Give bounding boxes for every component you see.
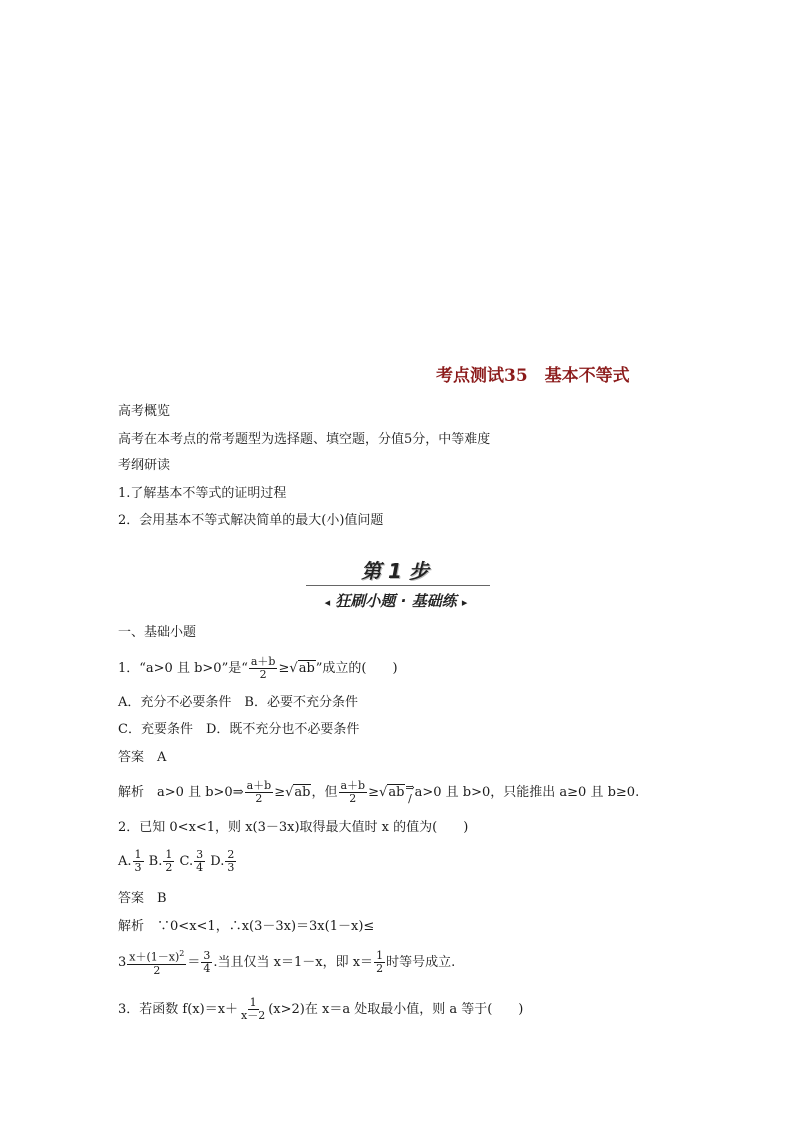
q2-option-c	[179, 848, 207, 874]
q3-text-pre: 3．若函数 f(x)＝x＋	[118, 1002, 239, 1017]
q1-sqrt	[289, 654, 315, 684]
step-banner	[300, 559, 490, 591]
q2-analysis-value-frac	[201, 950, 212, 975]
q2-answer: 答案 B	[118, 891, 167, 906]
q1-options-line2: C．充要条件 D．既不充分也不必要条件	[118, 722, 360, 737]
banner-subtitle-row	[308, 593, 484, 611]
q1-analysis-p1: a>0 且 b>0⇒	[157, 785, 244, 800]
syllabus-item-2: 2．会用基本不等式解决简单的最大(小)值问题	[118, 513, 384, 528]
question-1-stem	[118, 654, 398, 684]
q2-option-b-label: B.	[148, 854, 163, 869]
q2-option-a-label: A.	[118, 854, 132, 869]
q2-analysis-end: 时等号成立.	[386, 955, 456, 970]
page-title: 考点测试35 基本不等式	[436, 366, 630, 386]
q2-analysis-line1	[118, 919, 374, 935]
q1-analysis-frac-den: 2	[255, 792, 263, 805]
q1-analysis-frac-b	[339, 780, 368, 805]
syllabus-heading: 考纲研读	[118, 458, 171, 473]
q1-analysis-ge: ≥	[368, 785, 380, 800]
q3-frac-den: x－2	[241, 1009, 266, 1022]
question-2-stem: 2．已知 0<x<1，则 x(3－3x)取得最大值时 x 的值为( )	[118, 820, 469, 835]
implies-arrow: ⇒	[405, 780, 415, 794]
q1-analysis-sqrt-a	[285, 778, 311, 808]
q2-option-c-num: 3	[196, 848, 204, 861]
q1-analysis-frac-a	[245, 780, 274, 805]
q1-frac-den: 2	[259, 668, 267, 681]
step-label: 第 1 步	[361, 559, 429, 583]
q2-analysis-x-den: 2	[376, 962, 384, 975]
q2-option-d-num: 2	[227, 848, 235, 861]
q2-option-c-frac	[194, 849, 205, 874]
q3-fraction	[239, 997, 267, 1022]
q1-text-pre: 1．“a>0 且 b>0”是“	[118, 661, 248, 676]
q1-analysis	[118, 778, 639, 808]
q2-option-a-frac	[133, 849, 144, 874]
q1-answer: 答案 A	[118, 750, 167, 765]
section-heading: 一、基础小题	[118, 625, 197, 640]
q2-option-a-num: 1	[134, 848, 142, 861]
overview-heading: 高考概览	[118, 404, 171, 419]
q2-analysis-frac-num-text: x＋(1－x)	[129, 950, 180, 964]
q1-analysis-p2: ，但	[311, 785, 338, 800]
q3-text-post: (x>2)在 x＝a 处取最小值，则 a 等于( )	[268, 1002, 524, 1017]
q1-analysis-frac-num: a＋b	[340, 779, 366, 792]
q1-fraction	[249, 656, 278, 681]
left-arrow-icon: ◂	[324, 596, 331, 609]
q2-analysis-mid: .当且仅当 x＝1－x，即 x＝	[213, 955, 374, 970]
q2-analysis-frac-den: 2	[153, 963, 161, 977]
syllabus-item-1: 1.了解基本不等式的证明过程	[118, 486, 287, 501]
q2-option-c-den: 4	[196, 861, 204, 874]
q2-option-d-label: D.	[210, 854, 225, 869]
q2-option-a	[118, 848, 145, 874]
q1-analysis-p4: a>0 且 b>0，只能推出 a≥0 且 b≥0.	[414, 785, 640, 800]
q2-analysis-frac	[127, 948, 186, 977]
negation-slash: /	[408, 791, 412, 805]
q1-frac-num: a＋b	[250, 655, 276, 668]
q1-analysis-radicand: ab	[388, 785, 405, 800]
q2-option-c-label: C.	[179, 854, 194, 869]
q2-option-b	[148, 848, 176, 874]
q2-option-b-den: 2	[165, 861, 173, 874]
sqrt-icon: √	[285, 785, 294, 800]
q2-analysis-line2	[118, 946, 455, 980]
q2-analysis-lead: 3	[118, 955, 127, 970]
q2-analysis-frac-num	[127, 948, 186, 965]
not-implies-icon	[405, 782, 414, 804]
q2-option-d-den: 3	[227, 861, 235, 874]
q2-option-a-den: 3	[134, 861, 142, 874]
q1-analysis-ge: ≥	[274, 785, 286, 800]
q1-text-post: ”成立的( )	[315, 661, 398, 676]
q2-analysis-value-den: 4	[203, 962, 211, 975]
q1-analysis-label: 解析	[118, 785, 145, 800]
q2-analysis-label: 解析	[118, 919, 145, 934]
q2-analysis-eq: ＝	[187, 955, 201, 970]
sqrt-icon: √	[379, 785, 388, 800]
q1-analysis-frac-den: 2	[349, 792, 357, 805]
q2-option-d-frac	[225, 849, 236, 874]
q2-options	[118, 846, 237, 878]
q2-analysis-exponent: 2	[179, 949, 185, 959]
q1-options-line1: A．充分不必要条件 B．必要不充分条件	[118, 695, 358, 710]
q1-radicand: ab	[298, 661, 315, 676]
q1-analysis-sqrt-b	[379, 778, 405, 808]
q1-ge: ≥	[278, 661, 290, 676]
q1-analysis-frac-num: a＋b	[246, 779, 272, 792]
q2-analysis-x-frac	[374, 950, 385, 975]
q2-analysis-value-num: 3	[203, 949, 211, 962]
right-arrow-icon: ▸	[461, 596, 468, 609]
q2-option-b-num: 1	[165, 848, 173, 861]
q2-analysis-text: ∵0<x<1，∴x(3－3x)＝3x(1－x)≤	[157, 919, 375, 934]
question-3-stem	[118, 995, 523, 1025]
banner-subtitle: 狂刷小题 · 基础练	[335, 592, 457, 610]
banner-divider	[306, 585, 490, 586]
q3-frac-num: 1	[249, 996, 257, 1009]
overview-text: 高考在本考点的常考题型为选择题、填空题，分值5分，中等难度	[118, 432, 491, 447]
q2-option-d	[210, 848, 237, 874]
q2-option-b-frac	[163, 849, 174, 874]
sqrt-icon: √	[289, 661, 298, 676]
q2-analysis-x-num: 1	[376, 949, 384, 962]
q1-analysis-radicand: ab	[294, 785, 311, 800]
